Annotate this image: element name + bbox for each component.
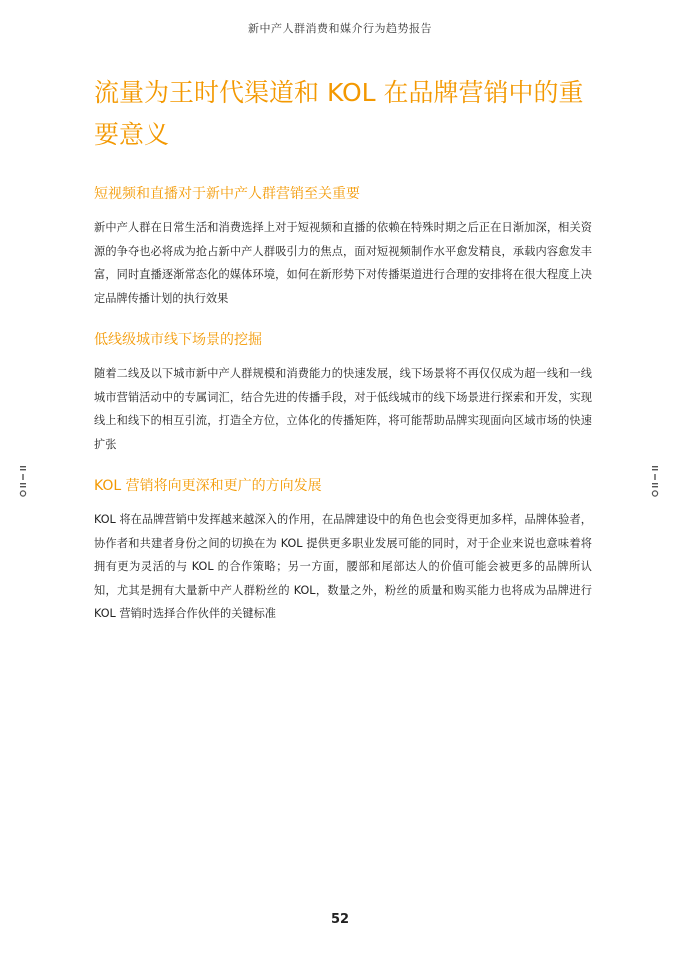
section-body: KOL 将在品牌营销中发挥越来越深入的作用，在品牌建设中的角色也会变得更加多样，品牌体验者，协作者和共建者身份之间的切换在为 KOL 提供更多职业发展可能的同时，对于企业来说也意味着将拥有更为灵活的与 KOL 的合作策略；另一方面，腰部和尾部达人的价值可能会被更多的品牌所认知，尤其是拥有大量新中产人群粉丝的 KOL，数量之外，粉丝的质量和购买能力也将成为品牌进行 KOL 营销时选择合作伙伴的关键标准	[94, 513, 592, 620]
page-title: 流量为王时代渠道和 KOL 在品牌营销中的重要意义	[94, 78, 584, 149]
section-heading: 低线级城市线下场景的挖掘	[94, 332, 262, 348]
section-kol-marketing	[94, 476, 592, 626]
section-short-video-live	[94, 184, 592, 310]
running-header: 新中产人群消费和媒介行为趋势报告	[248, 22, 432, 35]
section-body: 新中产人群在日常生活和消费选择上对于短视频和直播的依赖在特殊时期之后正在日渐加深，相关资源的争夺也必将成为抢占新中产人群吸引力的焦点，面对短视频制作水平愈发精良，承载内容愈发丰富，同时直播逐渐常态化的媒体环境，如何在新形势下对传播渠道进行合理的安排将在很大程度上决定品牌传播计划的执行效果	[94, 221, 592, 305]
section-lower-tier-offline	[94, 330, 592, 456]
page-number: 52	[330, 912, 350, 927]
section-heading: KOL 营销将向更深和更广的方向发展	[94, 478, 322, 494]
binding-mark-icon	[651, 466, 659, 498]
section-heading: 短视频和直播对于新中产人群营销至关重要	[94, 186, 360, 202]
section-body: 随着二线及以下城市新中产人群规模和消费能力的快速发展，线下场景将不再仅仅成为超一线和一线城市营销活动中的专属词汇，结合先进的传播手段，对于低线城市的线下场景进行探索和开发，实现线上和线下的相互引流，打造全方位，立体化的传播矩阵，将可能帮助品牌实现面向区域市场的快速扩张	[94, 367, 592, 451]
binding-mark-icon	[19, 466, 27, 498]
